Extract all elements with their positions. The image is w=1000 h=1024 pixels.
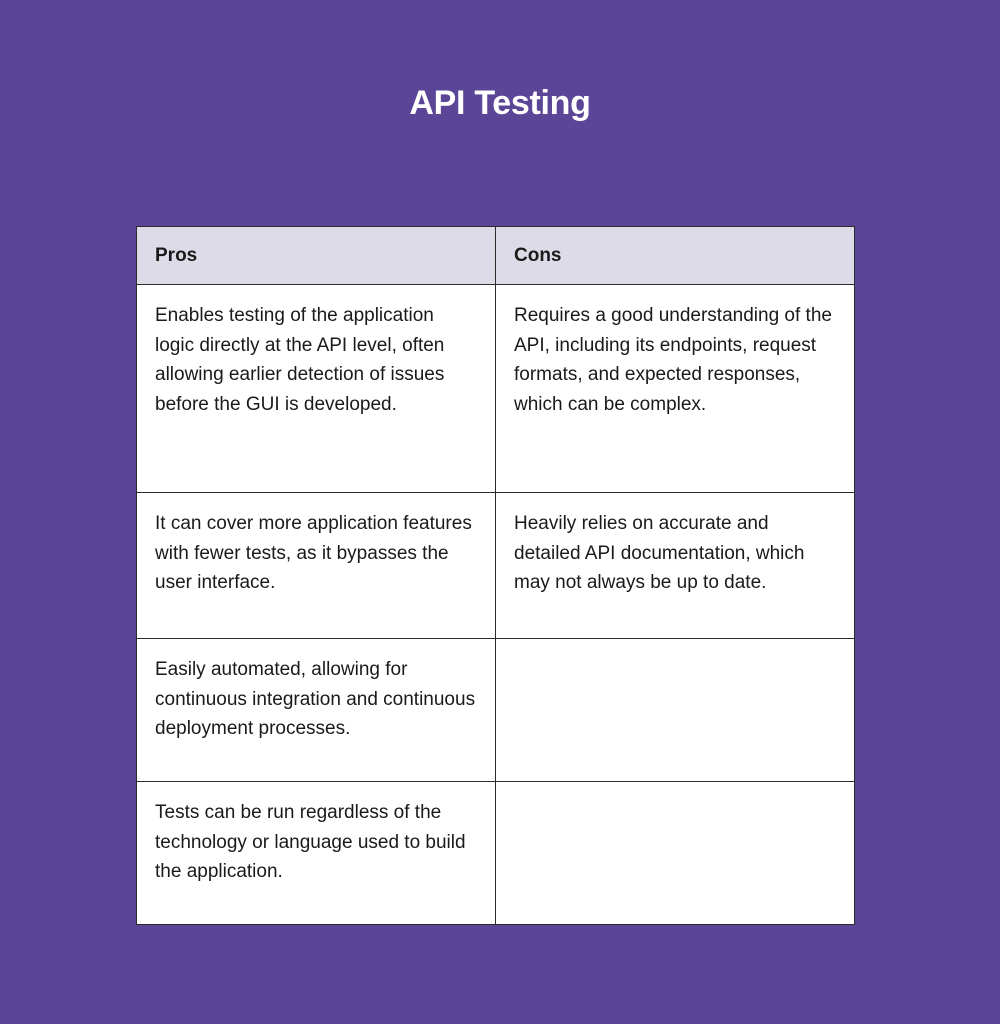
cell-pros: Tests can be run regardless of the technology or language used to build the application.	[137, 782, 496, 925]
table-row	[137, 639, 855, 782]
cell-cons: Requires a good understanding of the API, including its endpoints, request formats, and expected responses, which can be complex.	[496, 285, 855, 493]
cell-cons: Heavily relies on accurate and detailed API documentation, which may not always be up to date.	[496, 493, 855, 639]
table-row	[137, 782, 855, 925]
column-header-cons: Cons	[496, 227, 855, 285]
column-header-pros: Pros	[137, 227, 496, 285]
cell-cons-empty	[496, 782, 855, 925]
table-row	[137, 285, 855, 493]
page-title: API Testing	[409, 84, 591, 122]
cell-pros: Enables testing of the application logic directly at the API level, often allowing earlier detection of issues before the GUI is developed.	[137, 285, 496, 493]
cell-pros: It can cover more application features with fewer tests, as it bypasses the user interface.	[137, 493, 496, 639]
pros-cons-table	[136, 226, 855, 925]
table-header-row	[137, 227, 855, 285]
table-row	[137, 493, 855, 639]
table-body	[137, 285, 855, 925]
table-header	[137, 227, 855, 285]
pros-cons-table-container	[136, 226, 854, 925]
cell-cons-empty	[496, 639, 855, 782]
cell-pros: Easily automated, allowing for continuous integration and continuous deployment processes.	[137, 639, 496, 782]
